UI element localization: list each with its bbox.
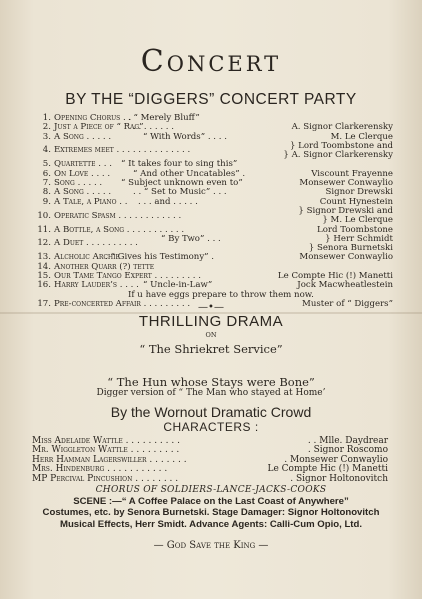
item-performer: } Signor Drewski and } M. Le Clerque — [298, 205, 393, 226]
item-number: 8. — [42, 187, 51, 198]
item-title: On Love . . . . — [54, 168, 111, 179]
cast-actor: . . Mlle. Daydrear — [307, 436, 388, 446]
chorus-line: CHORUS OF SOLDIERS-LANCE-JACKS-COOKS — [95, 485, 327, 495]
item-performer: Signor Drewski — [325, 187, 393, 198]
drama-title-hun: “ The Hun whose Stays were Bone” — [107, 375, 315, 389]
item-subtitle: “ Subject unknown even to” — [121, 178, 243, 189]
item-subtitle: . “ Gives his Testimony” . — [105, 252, 215, 263]
item-number: 7. — [42, 178, 51, 189]
item-title: Alcholic Archie — [54, 252, 120, 263]
item-subtitle: . “ Merely Bluff” — [128, 113, 200, 123]
item-title: Opening Chorus . . — [54, 113, 132, 123]
item-subtitle: “ Uncle-in-Law” — [143, 280, 213, 291]
item-subtitle: . . . . . . . . — [133, 122, 174, 133]
item-number: 3. — [42, 131, 51, 142]
drama-on-label: ON — [205, 331, 217, 339]
cast-role: Herr Hamman Lagerswiller . . . . . . . — [32, 454, 187, 465]
item-performer: Le Compte Hic (!) Manetti — [277, 271, 393, 282]
item-number: 5. — [42, 159, 51, 170]
item-title: Just a Piece of “ Rag” — [54, 122, 144, 133]
concert-title: Concert — [140, 44, 282, 79]
item-number: 17. — [37, 298, 51, 309]
item-number: 1. — [42, 113, 51, 123]
item-number: 16. — [37, 280, 51, 291]
item-number: 10. — [37, 210, 51, 221]
item-title: A Tale, a Piano . . — [54, 196, 128, 207]
cast-role: MP Percival Pincushion . . . . . . . . — [32, 473, 179, 484]
item-performer: A. Signor Clarkerensky — [291, 122, 393, 133]
item-title: Extremes meet . . . . . . . . . . . . . . — [54, 145, 191, 156]
item-title: Another Quarr (?) tette — [54, 261, 155, 272]
item-title: A Duet . . . . . . . . . . — [54, 238, 138, 249]
programme-list — [33, 114, 393, 309]
item-performer: Muster of “ Diggers” — [302, 298, 393, 309]
cast-role: Mr. Wiggleton Wattle . . . . . . . . . — [32, 445, 180, 456]
god-save-the-king: — God Save the King — — [153, 540, 269, 551]
item-number: 2. — [42, 122, 51, 133]
cast-actor: Le Compte Hic (!) Manetti — [267, 464, 388, 475]
item-number: 14. — [37, 261, 51, 272]
characters-heading: CHARACTERS : — [163, 420, 259, 434]
cast-role: Mrs. Hindenburg . . . . . . . . . . . — [32, 464, 168, 475]
item-title: Quartette . . . — [54, 159, 112, 170]
item-title: Operatic Spasm . . . . . . . . . . . . — [54, 210, 182, 221]
item-number: 11. — [37, 224, 51, 235]
item-title: Song . . . . . — [54, 178, 103, 189]
effects-line: Musical Effects, Herr Smidt. Advance Agents: Calli-Cum Opio, Ltd. — [59, 518, 363, 530]
item-subtitle: “ It takes four to sing this” — [121, 159, 238, 170]
item-number: 12. — [37, 238, 51, 249]
item-performer: } Lord Toombstone and } A. Signor Clarkerensky — [283, 140, 393, 161]
item-number: 13. — [37, 252, 51, 263]
item-performer: Viscount Frayenne — [311, 168, 393, 179]
cast-actor: . Signor Roscomo — [307, 445, 388, 456]
programme-item — [33, 142, 393, 161]
item-number: 4. — [42, 145, 51, 156]
item-performer: Monsewer Conwaylio — [299, 252, 393, 263]
item-subtitle: “ With Words” . . . . — [143, 131, 227, 142]
costumes-line: Costumes, etc. by Senora Burnetski. Stage Damager: Signor Holtonovitch — [42, 507, 380, 519]
item-performer: Lord Toombstone — [317, 224, 393, 235]
item-number: 15. — [37, 271, 51, 282]
programme-item — [33, 207, 393, 226]
drama-title-shriekret: “ The Shriekret Service” — [139, 342, 283, 356]
item-number: 9. — [42, 196, 51, 207]
item-title: A Bottle, a Song . . . . . . . . . . . — [54, 224, 185, 235]
item-subtitle: If u have eggs prepare to throw them now. — [128, 289, 314, 300]
ornament-divider: —•— — [198, 302, 224, 313]
item-subtitle: . . . and . . . . . — [138, 196, 198, 207]
cast-actor: . Monsewer Conwaylio — [284, 454, 388, 465]
scene-credits — [0, 496, 422, 530]
item-performer: Monsewer Conwaylio — [299, 178, 393, 189]
drama-company: By the Wornout Dramatic Crowd — [110, 404, 312, 420]
item-performer: Jock Macwheatlestein — [297, 280, 393, 291]
item-title: A Song . . . . . — [54, 187, 112, 198]
programme-item — [33, 235, 393, 254]
item-title: Harry Lauder’s . . . . — [54, 280, 139, 291]
item-subtitle: “ By Two” . . . — [161, 233, 221, 244]
cast-list — [32, 437, 388, 484]
concert-subtitle: BY THE “DIGGERS” CONCERT PARTY — [65, 91, 357, 108]
digger-version-note: Digger version of “ The Man who stayed at Home’ — [96, 388, 326, 398]
item-performer: Count Hynestein — [319, 196, 393, 207]
item-subtitle: . . “ Set to Music” . . . — [133, 187, 227, 198]
item-title: Pre-concerted Affair . . . . . . . . . — [54, 298, 191, 309]
item-subtitle: “ And other Uncatables” . — [133, 168, 246, 179]
item-title: A Song . . . . . — [54, 131, 112, 142]
item-number: 6. — [42, 168, 51, 179]
drama-heading: THRILLING DRAMA — [138, 313, 284, 330]
item-performer: M. Le Clerque — [330, 131, 393, 142]
scene-line: SCENE :—“ A Coffee Palace on the Last Coast of Anywhere” — [73, 496, 349, 507]
item-performer: } Herr Schmidt } Senora Burnetski — [308, 233, 393, 254]
cast-role: Miss Adelaide Wattle . . . . . . . . . . — [32, 436, 180, 446]
cast-actor: . Signor Holtonovitch — [290, 473, 388, 484]
item-title: Our Tame Tango Expert . . . . . . . . . — [54, 271, 201, 282]
cast-row — [32, 475, 388, 484]
